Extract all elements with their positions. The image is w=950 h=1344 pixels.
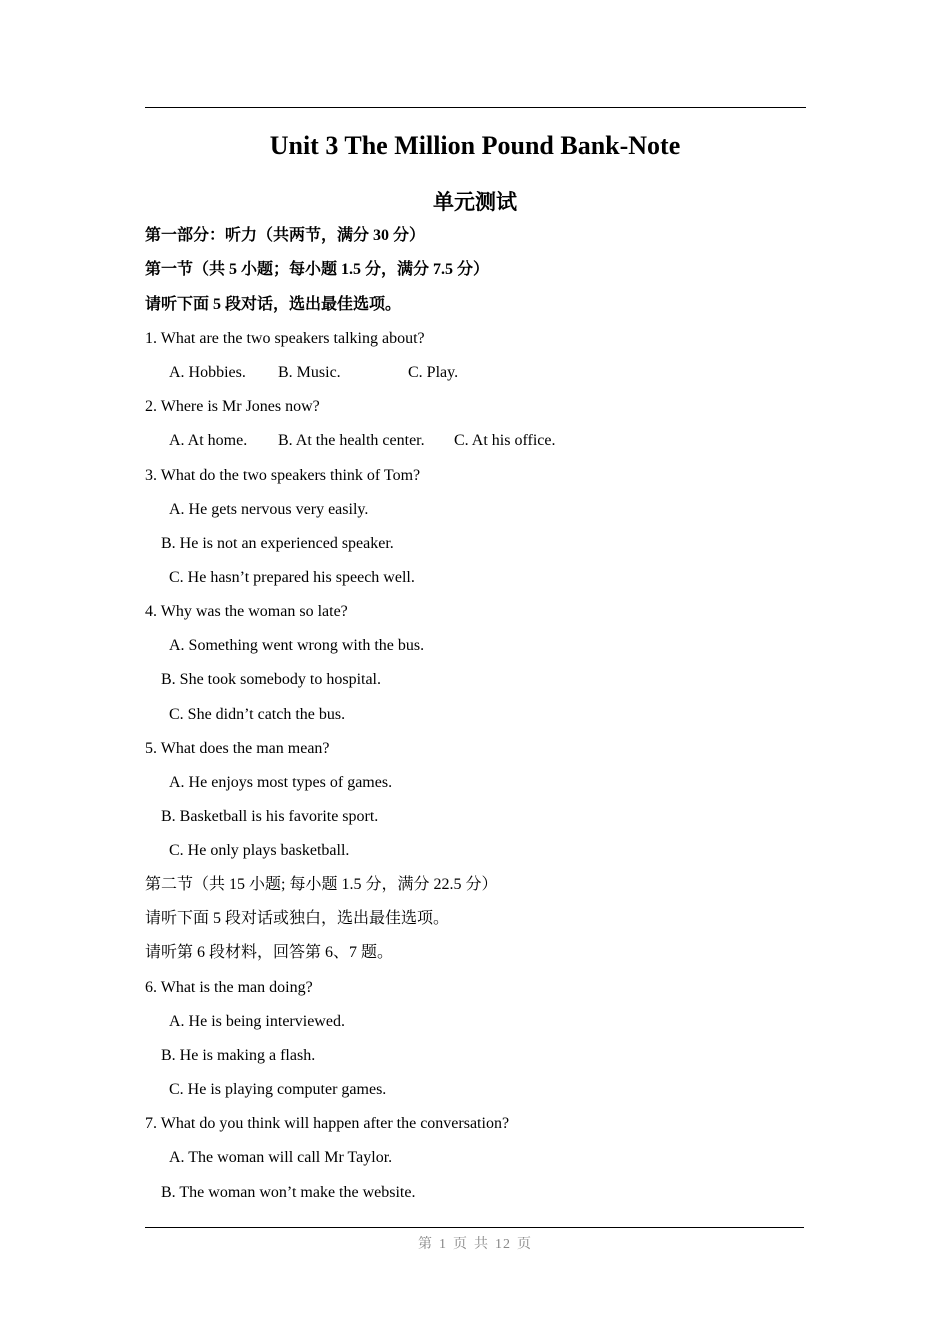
option-c: C. Play. — [408, 364, 459, 381]
question-stem: 2. Where is Mr Jones now? — [145, 398, 320, 415]
header-rule — [145, 107, 806, 108]
page-footer — [0, 1233, 950, 1253]
option-b: B. She took somebody to hospital. — [161, 671, 381, 688]
footer-page-label: 第 — [418, 1237, 433, 1252]
footer-rule — [145, 1227, 804, 1228]
section1-instruction: 请听下面 5 段对话，选出最佳选项。 — [145, 296, 402, 313]
footer-total-unit: 页 — [517, 1237, 532, 1252]
option-c: C. He only plays basketball. — [169, 842, 350, 859]
section1-heading: 第一节（共 5 小题；每小题 1.5 分，满分 7.5 分） — [145, 261, 490, 278]
option-a: A. At home. — [169, 432, 248, 449]
footer-total-number: 12 — [495, 1237, 511, 1252]
option-c: C. At his office. — [454, 432, 556, 449]
option-a: A. He enjoys most types of games. — [169, 774, 393, 791]
footer-page-number: 1 — [439, 1237, 447, 1252]
option-b: B. At the health center. — [278, 432, 425, 449]
option-c: C. He is playing computer games. — [169, 1081, 387, 1098]
option-b: B. He is making a flash. — [161, 1047, 316, 1064]
option-a: A. The woman will call Mr Taylor. — [169, 1149, 393, 1166]
option-a: A. Hobbies. — [169, 364, 246, 381]
option-b: B. The woman won’t make the website. — [161, 1184, 416, 1201]
option-a: A. He is being interviewed. — [169, 1013, 345, 1030]
section2-instruction: 请听下面 5 段对话或独白，选出最佳选项。 — [145, 910, 450, 927]
option-b: B. Basketball is his favorite sport. — [161, 808, 379, 825]
material6-instruction: 请听第 6 段材料，回答第 6、7 题。 — [145, 944, 394, 961]
option-b: B. He is not an experienced speaker. — [161, 535, 394, 552]
section2-heading: 第二节（共 15 小题; 每小题 1.5 分，满分 22.5 分） — [145, 876, 498, 893]
question-stem: 3. What do the two speakers think of Tom? — [145, 467, 421, 484]
document-title: Unit 3 The Million Pound Bank-Note — [269, 131, 681, 160]
question-stem: 7. What do you think will happen after the conversation? — [145, 1115, 510, 1132]
question-stem: 5. What does the man mean? — [145, 740, 330, 757]
question-stem: 6. What is the man doing? — [145, 979, 313, 996]
document-subtitle: 单元测试 — [433, 190, 517, 214]
part1-heading: 第一部分：听力（共两节，满分 30 分） — [145, 227, 426, 244]
footer-total-label: 共 — [474, 1237, 489, 1252]
question-stem: 4. Why was the woman so late? — [145, 603, 348, 620]
footer-page-unit: 页 — [453, 1237, 468, 1252]
question-stem: 1. What are the two speakers talking about? — [145, 330, 425, 347]
option-c: C. He hasn’t prepared his speech well. — [169, 569, 415, 586]
option-c: C. She didn’t catch the bus. — [169, 706, 346, 723]
option-a: A. He gets nervous very easily. — [169, 501, 369, 518]
option-a: A. Something went wrong with the bus. — [169, 637, 425, 654]
option-b: B. Music. — [278, 364, 341, 381]
